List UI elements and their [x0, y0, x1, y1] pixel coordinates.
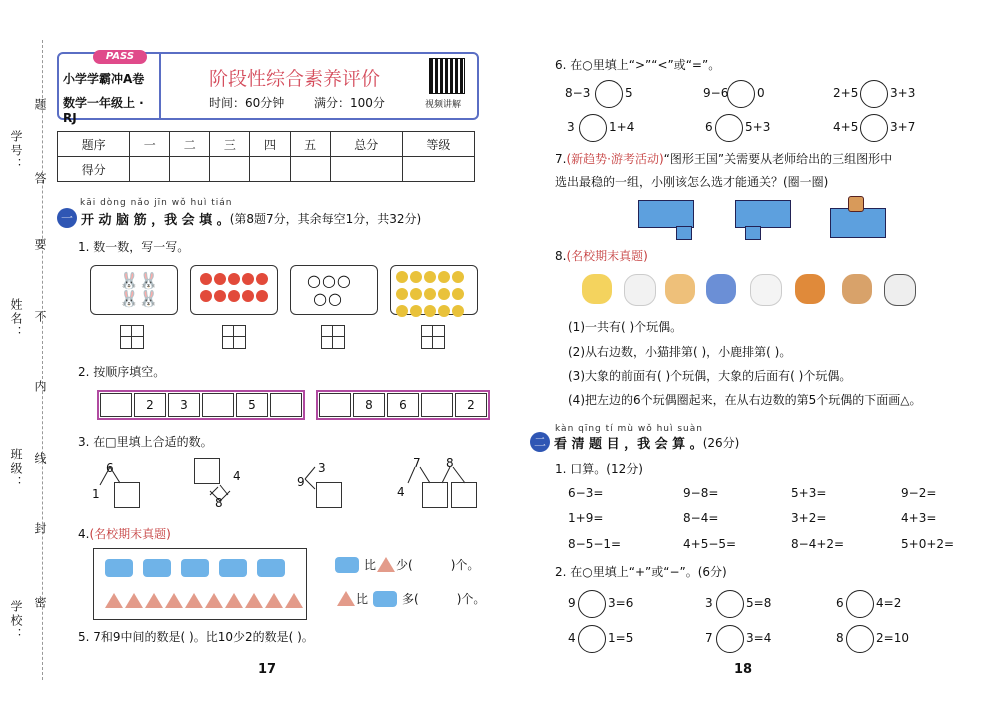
score-input[interactable] — [290, 157, 330, 182]
margin-mark: 要 — [33, 238, 47, 252]
section-title: 开 动 脑 筋 ，我 会 填 。 — [81, 212, 230, 228]
cylinders-triangles-picture — [93, 548, 307, 620]
expr: 9 — [568, 596, 576, 610]
expr: 3+3 — [890, 86, 916, 100]
score-input[interactable] — [250, 157, 290, 182]
calc-item[interactable]: 5+3= — [791, 486, 827, 500]
bond-number: 8 — [215, 496, 223, 510]
q8-part-3: (3)大象的前面有( )个玩偶，大象的后面有( )个玩偶。 — [568, 369, 852, 383]
triangle-icon — [377, 557, 395, 572]
sequence-cell: 5 — [236, 393, 268, 417]
score-input[interactable] — [170, 157, 210, 182]
compare-text: )个。 — [456, 592, 486, 606]
section-note: (第8题7分，其余每空1分，共32分) — [229, 211, 422, 226]
sequence-cell: 2 — [134, 393, 166, 417]
shape-option-3[interactable] — [830, 208, 886, 238]
question-7 — [555, 150, 892, 167]
calc-item[interactable]: 3+2= — [791, 511, 827, 525]
sign-circle[interactable] — [716, 625, 744, 653]
question-4 — [78, 525, 171, 542]
compare-circle[interactable] — [860, 80, 888, 108]
series-name: 小学学霸冲A卷 — [63, 72, 145, 86]
sign-circle[interactable] — [716, 590, 744, 618]
question-8 — [555, 247, 648, 264]
question-tag: (名校期末真题) — [566, 249, 648, 263]
section-number: 一 — [57, 208, 77, 228]
rabbits-picture — [90, 265, 178, 315]
qr-code-icon[interactable] — [429, 58, 465, 94]
answer-box[interactable] — [422, 482, 448, 508]
expr: 8−3 — [565, 86, 591, 100]
section-number: 二 — [530, 432, 550, 452]
pineapple-icon — [395, 270, 475, 321]
question-7-line2: 选出最稳的一组，小刚该怎么选才能通关？(圈一圈) — [555, 175, 829, 189]
q8-part-2: (2)从右边数，小猫排第( )，小鹿排第( )。 — [568, 345, 792, 359]
margin-mark: 内 — [33, 380, 47, 394]
expr: 4 — [568, 631, 576, 645]
expr: 1+4 — [609, 120, 635, 134]
margin-mark: 题 — [33, 98, 47, 112]
score-label: 满分：100分 — [314, 96, 385, 110]
q8-part-1: (1)一共有( )个玩偶。 — [568, 320, 683, 334]
cylinder-icon — [100, 559, 290, 580]
table-cell: 二 — [170, 132, 210, 157]
expr: 8 — [836, 631, 844, 645]
binding-line — [42, 40, 43, 680]
question-5: 5. 7和9中间的数是( )。比10少2的数是( )。 — [78, 630, 314, 644]
sign-circle[interactable] — [578, 625, 606, 653]
section-title: 看 清 题 目 ，我 会 算 。 — [554, 436, 703, 452]
triangle-icon — [104, 593, 304, 611]
calc-item[interactable]: 8−5−1= — [568, 537, 622, 551]
q8-part-4: (4)把左边的6个玩偶圈起来，在从右边数的第5个玩偶的下面画△。 — [568, 393, 922, 407]
calc-item[interactable]: 8−4= — [683, 511, 719, 525]
bond-number: 8 — [446, 456, 454, 470]
sequence-a — [97, 390, 305, 420]
question-3: 3. 在□里填上合适的数。 — [78, 435, 213, 449]
compare-circle[interactable] — [860, 114, 888, 142]
circles-picture — [290, 265, 378, 315]
sign-fill-grid — [568, 590, 948, 650]
question-tag: (新趋势·游考活动) — [566, 152, 664, 166]
bond-number: 4 — [233, 469, 241, 483]
question-tag: (名校期末真题) — [89, 527, 171, 541]
goose-icon[interactable] — [624, 274, 656, 306]
rabbit-icon: 🐰🐰 🐰🐰 — [119, 271, 159, 308]
sequence-cell[interactable] — [202, 393, 234, 417]
calc-item[interactable]: 9−2= — [901, 486, 937, 500]
calc-item[interactable]: 4+3= — [901, 511, 937, 525]
apples-picture — [190, 265, 278, 315]
oral-calc-title: 1. 口算。(12分) — [555, 462, 643, 476]
triangle-icon — [337, 591, 355, 606]
question-number: 7. — [555, 152, 567, 166]
cat-icon[interactable] — [665, 274, 695, 304]
compare-circle[interactable] — [715, 114, 743, 142]
cylinder-icon — [335, 557, 359, 573]
table-cell: 三 — [210, 132, 250, 157]
table-cell: 总分 — [330, 132, 402, 157]
answer-grid[interactable] — [321, 325, 345, 349]
page-title: 阶段性综合素养评价 — [209, 68, 381, 90]
sign-circle[interactable] — [846, 625, 874, 653]
bond-number: 9 — [297, 475, 305, 489]
score-input[interactable] — [130, 157, 170, 182]
calc-item[interactable]: 6−3= — [568, 486, 604, 500]
compare-grid — [565, 82, 945, 142]
cylinder-icon — [373, 591, 397, 607]
margin-mark: 密 — [33, 596, 47, 610]
video-label: 视频讲解 — [425, 100, 462, 110]
calc-item[interactable]: 4+5−5= — [683, 537, 737, 551]
rabbit-icon[interactable] — [750, 274, 782, 306]
sequence-cell: 2 — [455, 393, 487, 417]
sequence-cell: 6 — [387, 393, 419, 417]
expr: 3 — [705, 596, 713, 610]
sequence-cell[interactable] — [270, 393, 302, 417]
pass-badge: PASS — [93, 50, 147, 64]
answer-box[interactable] — [194, 458, 220, 484]
deer-icon[interactable] — [795, 274, 825, 304]
shape-option-3-top — [848, 196, 864, 212]
header-box — [57, 51, 479, 125]
question-text: “图形王国”关需要从老师给出的三组图形中 — [663, 152, 893, 166]
shape-option-2[interactable] — [735, 200, 791, 228]
score-input[interactable] — [210, 157, 250, 182]
table-cell: 题序 — [58, 132, 130, 157]
compare-circle[interactable] — [579, 114, 607, 142]
bond-number: 7 — [413, 456, 421, 470]
expr: 5 — [625, 86, 633, 100]
expr: 2+5 — [833, 86, 859, 100]
page-number: 17 — [258, 662, 277, 677]
section-note: (26分) — [702, 435, 740, 450]
question-1: 1. 数一数，写一写。 — [78, 240, 190, 254]
calc-item[interactable]: 8−4+2= — [791, 537, 845, 551]
compare-circle[interactable] — [595, 80, 623, 108]
section-heading — [530, 432, 739, 452]
shape-option-1-base — [676, 226, 692, 240]
name-label: 姓名： — [9, 298, 23, 340]
question-2: 2. 按顺序填空。 — [78, 365, 166, 379]
expr: 4+5 — [833, 120, 859, 134]
class-label: 班级： — [9, 448, 23, 490]
bond-number: 3 — [318, 461, 326, 475]
question-number: 4. — [78, 527, 90, 541]
sign-circle[interactable] — [846, 590, 874, 618]
chick-icon[interactable] — [582, 274, 612, 304]
score-table — [57, 131, 475, 182]
shape-option-1[interactable] — [638, 200, 694, 228]
horse-icon[interactable] — [842, 274, 872, 304]
score-input[interactable] — [402, 157, 474, 182]
margin-mark: 答 — [33, 172, 47, 186]
calc-item[interactable]: 9−8= — [683, 486, 719, 500]
expr: 5=8 — [746, 596, 772, 610]
grade-label: 数学一年级上 · RJ — [63, 96, 144, 125]
table-cell: 得分 — [58, 157, 130, 182]
pineapples-picture — [390, 265, 478, 315]
sequence-cell: 8 — [353, 393, 385, 417]
answer-box[interactable] — [451, 482, 477, 508]
compare-text: 比 — [356, 592, 369, 606]
compare-line-2 — [336, 590, 485, 607]
table-cell: 等级 — [402, 132, 474, 157]
margin-mark: 线 — [33, 452, 47, 466]
bond-number: 4 — [397, 485, 405, 499]
school-label: 学校： — [9, 600, 23, 642]
calc-item[interactable]: 5+0+2= — [901, 537, 955, 551]
sequence-b — [316, 390, 490, 420]
margin-mark: 封 — [33, 522, 47, 536]
section-pinyin: kāi dòng nǎo jīn wǒ huì tián — [80, 198, 233, 208]
shape-option-2-base — [745, 226, 761, 240]
table-cell: 一 — [130, 132, 170, 157]
answer-grid[interactable] — [120, 325, 144, 349]
sign-circle[interactable] — [578, 590, 606, 618]
sequence-cell[interactable] — [421, 393, 453, 417]
student-no-label: 学号： — [9, 130, 23, 172]
sequence-cell: 3 — [168, 393, 200, 417]
expr: 4=2 — [876, 596, 902, 610]
answer-grid[interactable] — [222, 325, 246, 349]
expr: 7 — [705, 631, 713, 645]
expr: 9−6 — [703, 86, 729, 100]
time-label: 时间：60分钟 — [209, 96, 285, 110]
section-heading — [57, 208, 421, 228]
compare-text: 比 — [364, 558, 377, 572]
compare-line-1 — [330, 556, 479, 573]
expr: 6 — [705, 120, 713, 134]
expr: 0 — [757, 86, 765, 100]
expr: 5+3 — [745, 120, 771, 134]
score-input[interactable] — [330, 157, 402, 182]
compare-text: 少( — [396, 558, 413, 572]
expr: 6 — [836, 596, 844, 610]
sequence-cell[interactable] — [319, 393, 351, 417]
expr: 2=10 — [876, 631, 909, 645]
sequence-cell[interactable] — [100, 393, 132, 417]
question-number: 8. — [555, 249, 567, 263]
expr: 3+7 — [890, 120, 916, 134]
question-6: 6. 在○里填上“>”“<”或“=”。 — [555, 58, 721, 72]
table-cell: 四 — [250, 132, 290, 157]
expr: 3 — [567, 120, 575, 134]
bond-number: 6 — [106, 461, 114, 475]
table-cell: 五 — [290, 132, 330, 157]
oral-calc-grid — [568, 486, 955, 556]
section-pinyin: kàn qīng tí mù wǒ huì suàn — [555, 424, 703, 434]
expr: 3=4 — [746, 631, 772, 645]
expr: 1=5 — [608, 631, 634, 645]
page-number: 18 — [734, 662, 753, 677]
compare-text: )个。 — [450, 558, 480, 572]
compare-text: 多( — [402, 592, 419, 606]
apple-icon — [199, 272, 273, 306]
header-left — [59, 51, 161, 125]
answer-box[interactable] — [114, 482, 140, 508]
margin-mark: 不 — [33, 310, 47, 324]
cow-icon[interactable] — [884, 274, 916, 306]
calc-item[interactable]: 1+9= — [568, 511, 604, 525]
answer-grid[interactable] — [421, 325, 445, 349]
bond-number: 1 — [92, 487, 100, 501]
circle-icon: ○○○ ○○ — [307, 271, 352, 308]
elephant-icon[interactable] — [706, 274, 736, 304]
compare-circle[interactable] — [727, 80, 755, 108]
sign-fill-title: 2. 在○里填上“+”或“−”。(6分) — [555, 565, 727, 579]
expr: 3=6 — [608, 596, 634, 610]
answer-box[interactable] — [316, 482, 342, 508]
